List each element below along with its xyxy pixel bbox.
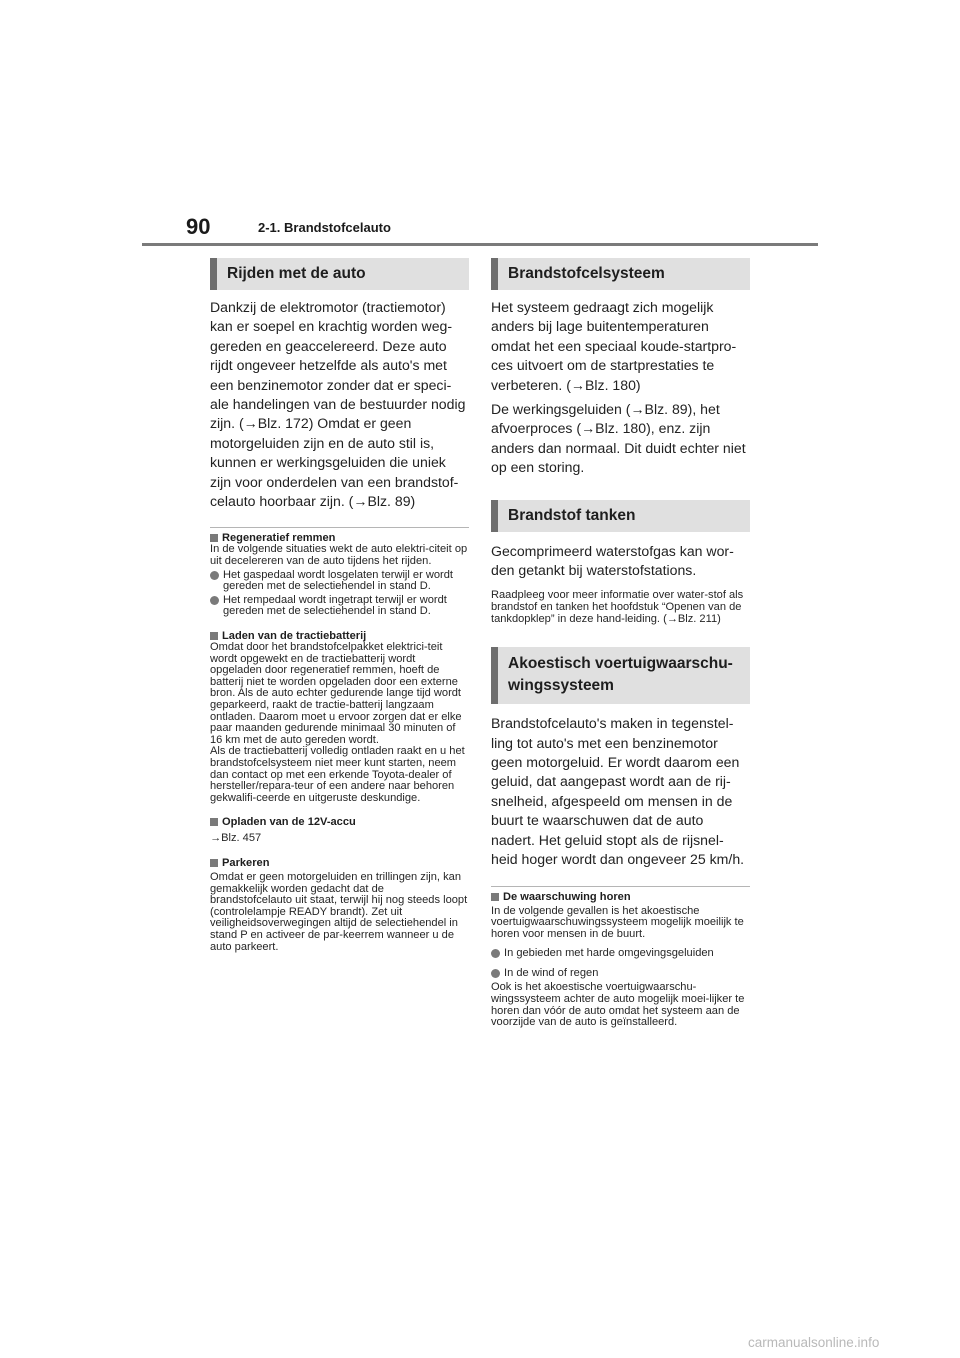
subheading-waarschuwing: De waarschuwing horen	[491, 891, 750, 903]
header-divider	[142, 243, 818, 246]
left-column	[210, 258, 469, 953]
heading-brandstof-tanken: Brandstof tanken	[491, 500, 750, 532]
parkeren-text: Omdat er geen motorgeluiden en trillingen zijn, kan gemakkelijk worden gedacht dat de brandstofcelauto uit staat, terwijl hij nog steeds loopt (controlelampje READY brandt). Zet uit veiligheidsoverwegingen altijd de selectiehendel in stand P en activeer de par-keerrem wanneer u de auto parkeert.	[210, 870, 468, 953]
section-divider	[210, 527, 469, 528]
subheading-laden: Laden van de tractiebatterij	[210, 630, 469, 642]
heading-brandstofcelsysteem: Brandstofcelsysteem	[491, 258, 750, 290]
square-bullet-icon	[210, 818, 218, 826]
watermark-text: carmanualsonline.info	[748, 1335, 880, 1350]
round-bullet-icon	[491, 949, 500, 958]
section-divider	[491, 886, 750, 887]
round-bullet-icon	[210, 596, 219, 605]
system-paragraph-2: De werkingsgeluiden (→Blz. 89), het afvoerproces (→Blz. 180), enz. zijn anders dan normaal. Dit duidt echter niet op een storing.	[491, 401, 746, 476]
laden-text-2: Als de tractiebatterij volledig ontladen raakt en u het brandstofcelsysteem niet meer kunt starten, neem dan contact op met een erkende Toyota-dealer of hersteller/repara-teur of een andere naar behoren gekwalifi-ceerde en uitgeruste deskundige.	[210, 745, 465, 804]
square-bullet-icon	[491, 893, 499, 901]
square-bullet-icon	[210, 859, 218, 867]
square-bullet-icon	[210, 534, 218, 542]
laden-text: Omdat door het brandstofcelpakket elektrici-teit wordt opgewekt en de tractiebatterij wordt opgeladen door regeneratief remmen, hoeft de batterij niet te worden opgeladen door een externe bron. Als de auto echter gedurende lange tijd wordt geparkeerd, raakt de tractie-batterij langzaam ontladen. Daarom moet u ervoor zorgen dat er elke paar maanden gedurende minimaal 30 minuten of 16 km met de auto gereden wordt.	[210, 641, 462, 746]
round-bullet-icon	[210, 571, 219, 580]
warn-text: In de volgende gevallen is het akoestische voertuigwaarschuwingssysteem mogelijk moeilijk te horen voor mensen in de buurt.	[491, 904, 744, 940]
list-item: In gebieden met harde omgevingsgeluiden	[491, 948, 750, 960]
list-item: Het rempedaal wordt ingetrapt terwijl er wordt gereden met de selectiehendel in stand D.	[210, 595, 469, 618]
section-title: 2-1. Brandstofcelauto	[258, 220, 391, 235]
right-column	[491, 258, 750, 1029]
subheading-regeneratief: Regeneratief remmen	[210, 532, 469, 544]
list-item: In de wind of regen	[491, 968, 750, 980]
regen-text: In de volgende situaties wekt de auto elektri-citeit op uit decelereren van de auto tijdens het rijden.	[210, 543, 468, 568]
intro-paragraph: Dankzij de elektromotor (tractiemotor) kan er soepel en krachtig worden weg-gereden en geaccelereerd. Deze auto rijdt ongeveer hetzelfde als auto's met een benzinemotor zonder dat er speci-ale handelingen van de bestuurder nodig zijn. (→Blz. 172) Omdat er geen motorgeluiden zijn en de auto stil is, kunnen er werkingsgeluiden die uniek zijn voor onderdelen van een brandstof-celauto hoorbaar zijn. (→Blz. 89)	[210, 299, 466, 510]
subheading-opladen: Opladen van de 12V-accu	[210, 816, 469, 828]
subheading-parkeren: Parkeren	[210, 857, 469, 869]
heading-akoestisch: Akoestisch voertuigwaarschu-wingssysteem	[491, 647, 750, 704]
heading-rijden: Rijden met de auto	[210, 258, 469, 290]
tank-paragraph: Gecomprimeerd waterstofgas kan wor-den getankt bij waterstofstations.	[491, 542, 734, 579]
page-number: 90	[186, 214, 211, 239]
square-bullet-icon	[210, 632, 218, 640]
tank-note: Raadpleeg voor meer informatie over water-stof als brandstof en tanken het hoofdstuk “Openen van de tankdopklep” in deze hand-leiding. (→Blz. 211)	[491, 589, 744, 625]
avas-paragraph: Brandstofcelauto's maken in tegenstel-ling tot auto's met een benzinemotor geen motorgeluid. Er wordt daarom een geluid, dat aangepast wordt aan de rij-snelheid, afgespeeld om mensen in de buurt te waarschuwen dat de auto nadert. Het geluid stopt als de rijsnel-heid hoger wordt dan ongeveer 25 km/h.	[491, 715, 745, 868]
opladen-ref: →Blz. 457	[210, 832, 262, 845]
system-paragraph-1: Het systeem gedraagt zich mogelijk anders bij lage buitentemperaturen omdat het een speciaal koude-startpro-ces uitvoert om de startprestaties te verbeteren. (→Blz. 180)	[491, 299, 737, 393]
list-item: Het gaspedaal wordt losgelaten terwijl er wordt gereden met de selectiehendel in stand D.	[210, 570, 469, 593]
round-bullet-icon	[491, 969, 500, 978]
warn-text-2: Ook is het akoestische voertuigwaarschu-wingssysteem achter de auto mogelijk moei-lijker te horen dan vóór de auto omdat het systeem aan de voorzijde van de auto is geïnstalleerd.	[491, 981, 745, 1029]
